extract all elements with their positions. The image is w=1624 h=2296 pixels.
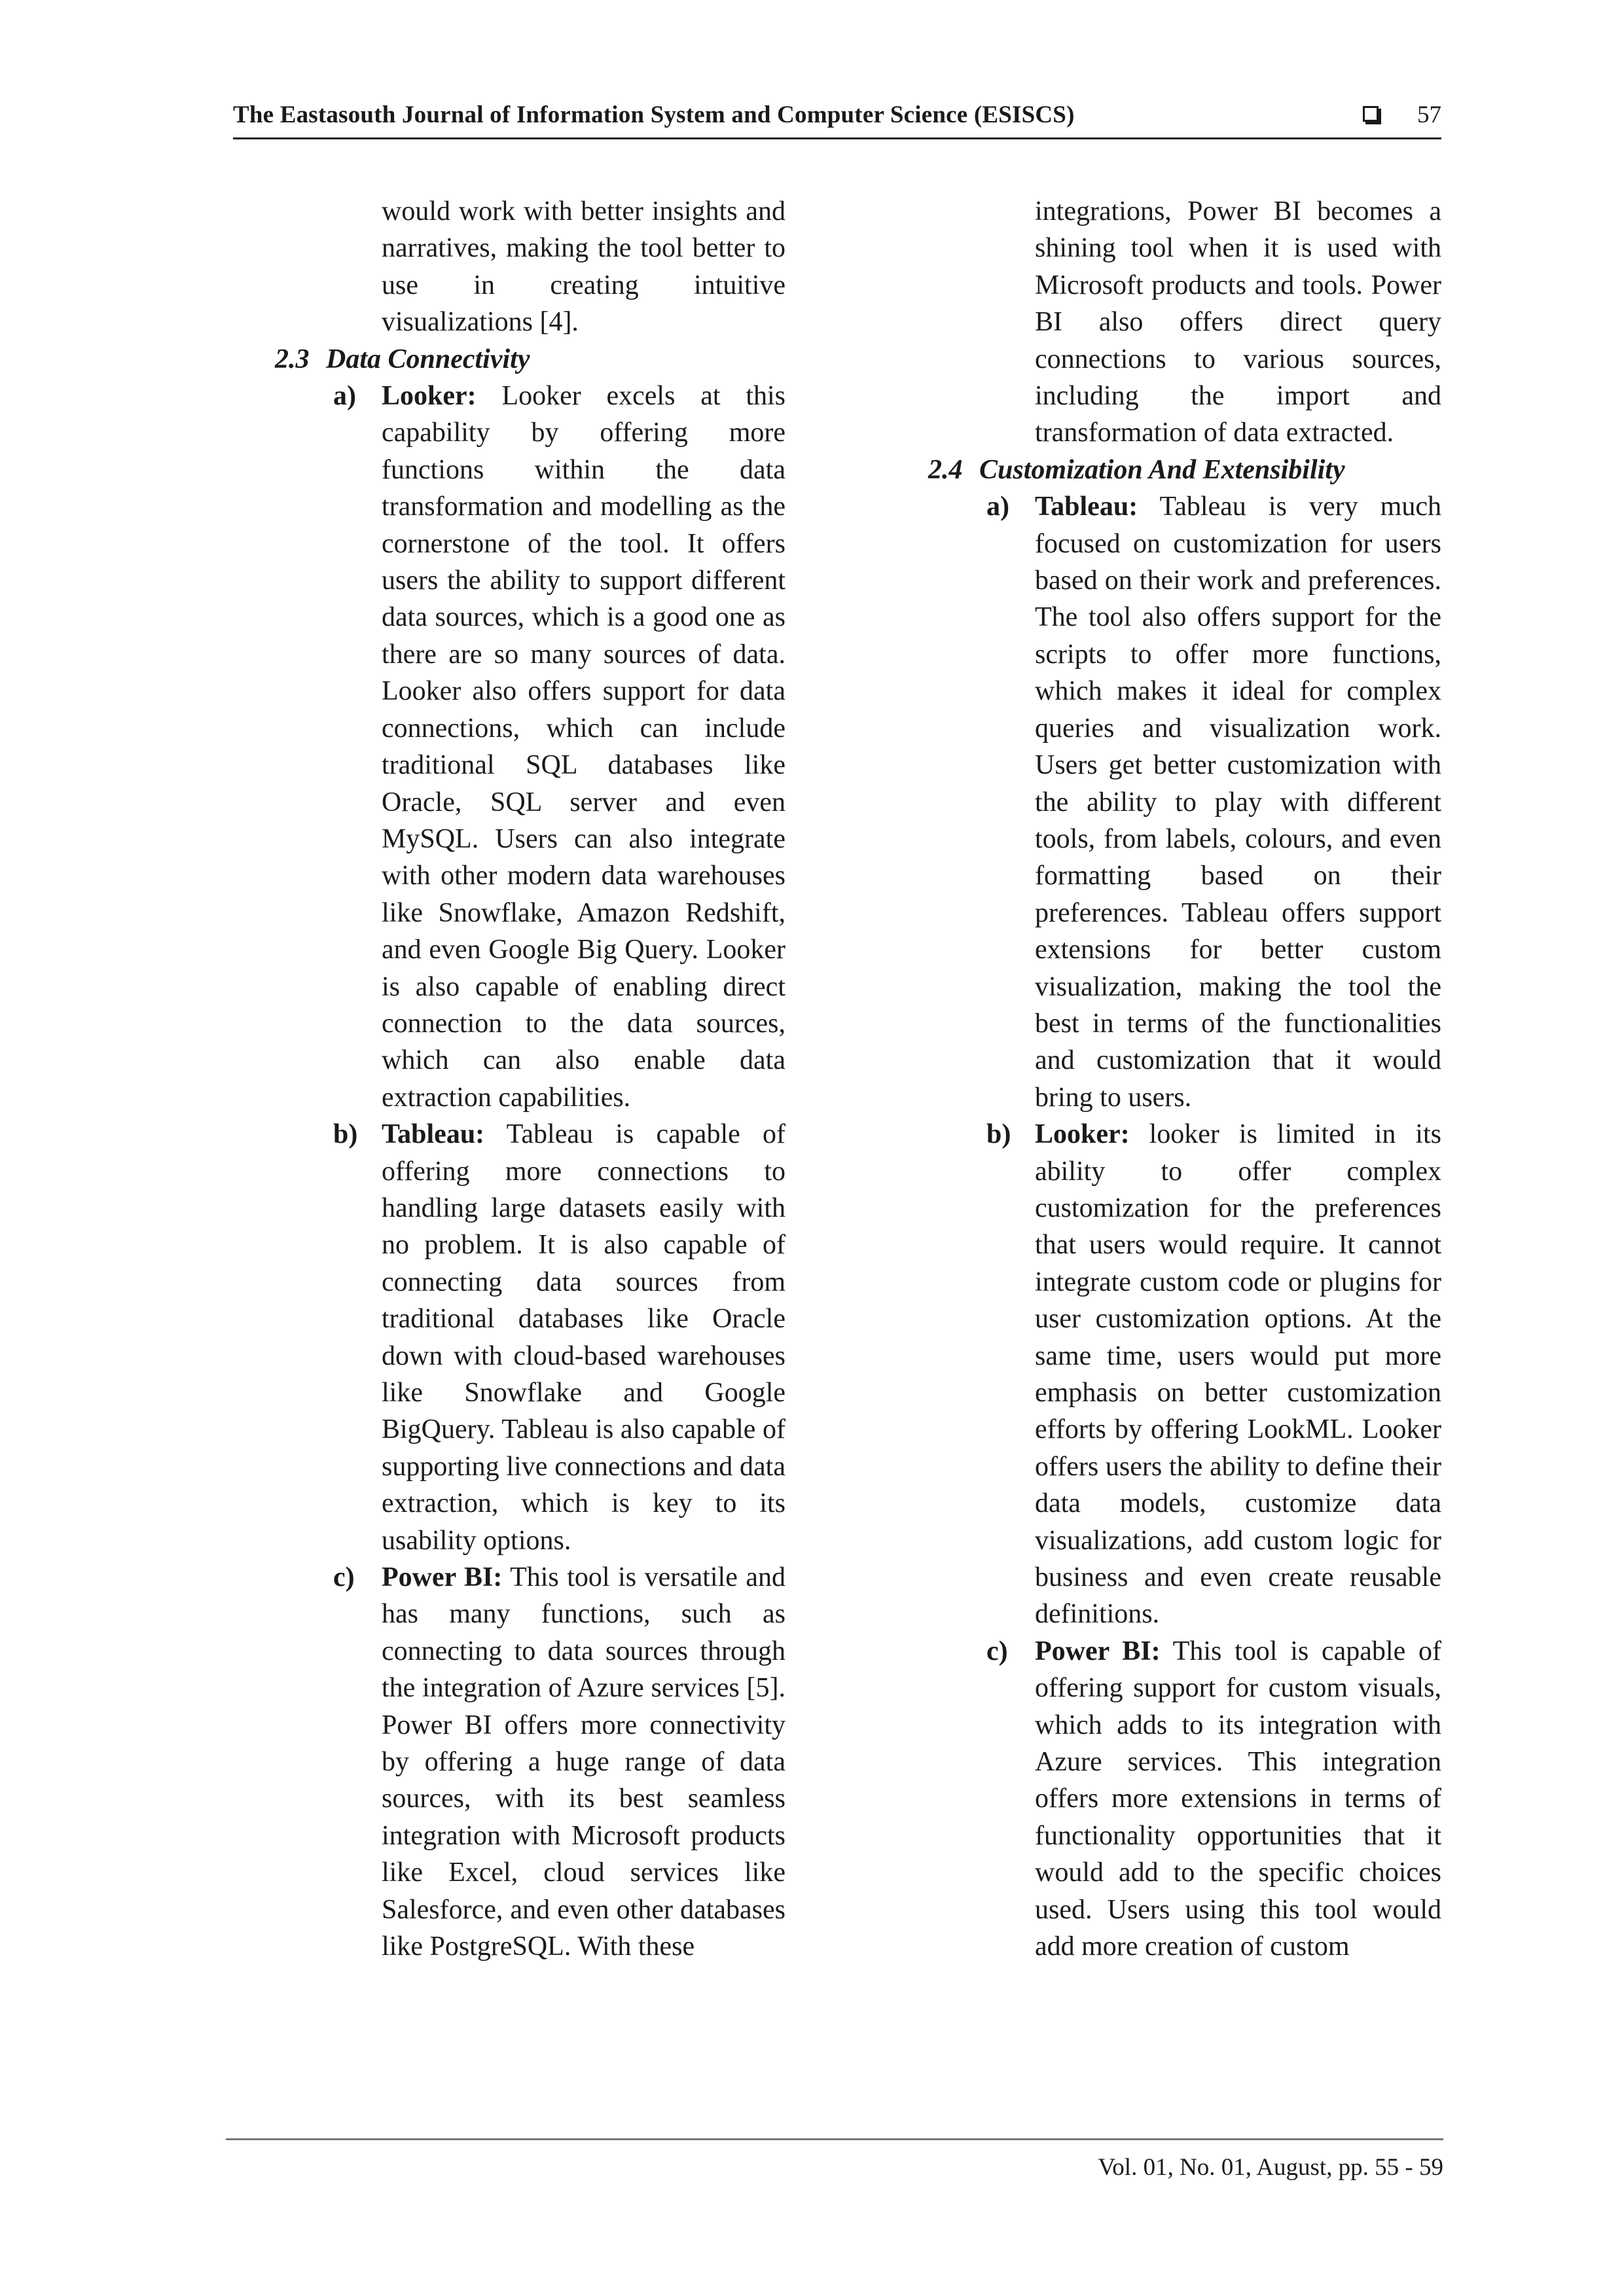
item-marker: a) <box>333 381 356 412</box>
list-item <box>333 1116 785 1559</box>
section-heading <box>928 452 1441 488</box>
item-term: Power BI: <box>1035 1636 1161 1666</box>
list-item <box>986 1116 1441 1633</box>
item-marker: c) <box>986 1636 1008 1666</box>
item-marker: b) <box>333 1119 358 1150</box>
intro-paragraph: integrations, Power BI becomes a shining tool when it is used with Microsoft products and tools. Power BI also offers direct query connections to various sources, including the import and transformation of data extracted. <box>1035 196 1441 448</box>
item-term: Looker: <box>382 381 477 412</box>
item-text: This tool is capable of offering support for custom visuals, which adds to its integration with Azure services. This integration offers more extensions in terms of functionality opportunities that it would add to the specific choices used. Users using this tool would add more creation of custom <box>1035 1636 1442 1962</box>
intro-paragraph: would work with better insights and narratives, making the tool better to use in creating intuitive visualizations [4]. <box>382 196 785 338</box>
item-text: Tableau is capable of offering more connections to handling large datasets easily with no problem. It is also capable of connecting data sources from traditional databases like Oracle down with cloud-based warehouses like Snowflake and Google BigQuery. Tableau is also capable of supporting live connections and data extraction, which is key to its usability options. <box>382 1119 785 1556</box>
item-text: This tool is versatile and has many functions, such as connecting to data sources through the integration of Azure services [5]. Power BI offers more connectivity by offering a huge range of data sources, with its best seamless integration with Microsoft products like Excel, cloud services like Salesforce, and even other databases like PostgreSQL. With these <box>382 1562 785 1962</box>
section-number: 2.4 <box>928 454 963 485</box>
section-number: 2.3 <box>275 344 310 374</box>
journal-title: The Eastasouth Journal of Information System and Computer Science (ESISCS) <box>233 101 1075 128</box>
item-term: Tableau: <box>382 1119 485 1150</box>
list-item <box>986 488 1441 1116</box>
item-marker: b) <box>986 1119 1011 1150</box>
item-marker: c) <box>333 1562 355 1593</box>
section-title: Customization And Extensibility <box>979 454 1345 485</box>
volume-info: Vol. 01, No. 01, August, pp. 55 - 59 <box>1098 2154 1443 2181</box>
item-term: Looker: <box>1035 1119 1130 1150</box>
section-title: Data Connectivity <box>326 344 530 374</box>
page-footer <box>226 2138 1443 2181</box>
checkbox-icon <box>1363 106 1379 122</box>
item-marker: a) <box>986 492 1009 522</box>
item-text: Tableau is very much focused on customization for users based on their work and preferences. The tool also offers support for the scripts to offer more functions, which makes it ideal for complex queries and visualization work. Users get better customization with the ability to play with different tools, from labels, colours, and even formatting based on their preferences. Tableau offers support extensions for better custom visualization, making the tool the best in terms of the functionalities and customization that it would bring to users. <box>1035 492 1441 1113</box>
item-term: Tableau: <box>1035 492 1138 522</box>
item-text: looker is limited in its ability to offer complex customization for the preferences that users would require. It cannot integrate custom code or plugins for user customization options. At the same time, users would put more emphasis on better customization efforts by offering LookML. Looker offers users the ability to define their data models, customize data visualizations, add custom logic for business and even create reusable definitions. <box>1035 1119 1441 1630</box>
item-term: Power BI: <box>382 1562 503 1593</box>
right-column <box>928 193 1441 1965</box>
list-item <box>333 378 785 1116</box>
page-number: 57 <box>1417 101 1441 128</box>
left-column <box>275 193 785 1965</box>
item-text: Looker excels at this capability by offering more functions within the data transformation and modelling as the cornerstone of the tool. It offers users the ability to support different data sources, which is a good one as there are so many sources of data. Looker also offers support for data connections, which can include traditional SQL databases like Oracle, SQL server and even MySQL. Users can also integrate with other modern data warehouses like Snowflake, Amazon Redshift, and even Google Big Query. Looker is also capable of enabling direct connection to the data sources, which can also enable data extraction capabilities. <box>382 381 785 1113</box>
page-header <box>233 96 1441 139</box>
section-heading <box>275 341 785 378</box>
list-item <box>986 1633 1442 1965</box>
list-item <box>333 1559 785 1965</box>
